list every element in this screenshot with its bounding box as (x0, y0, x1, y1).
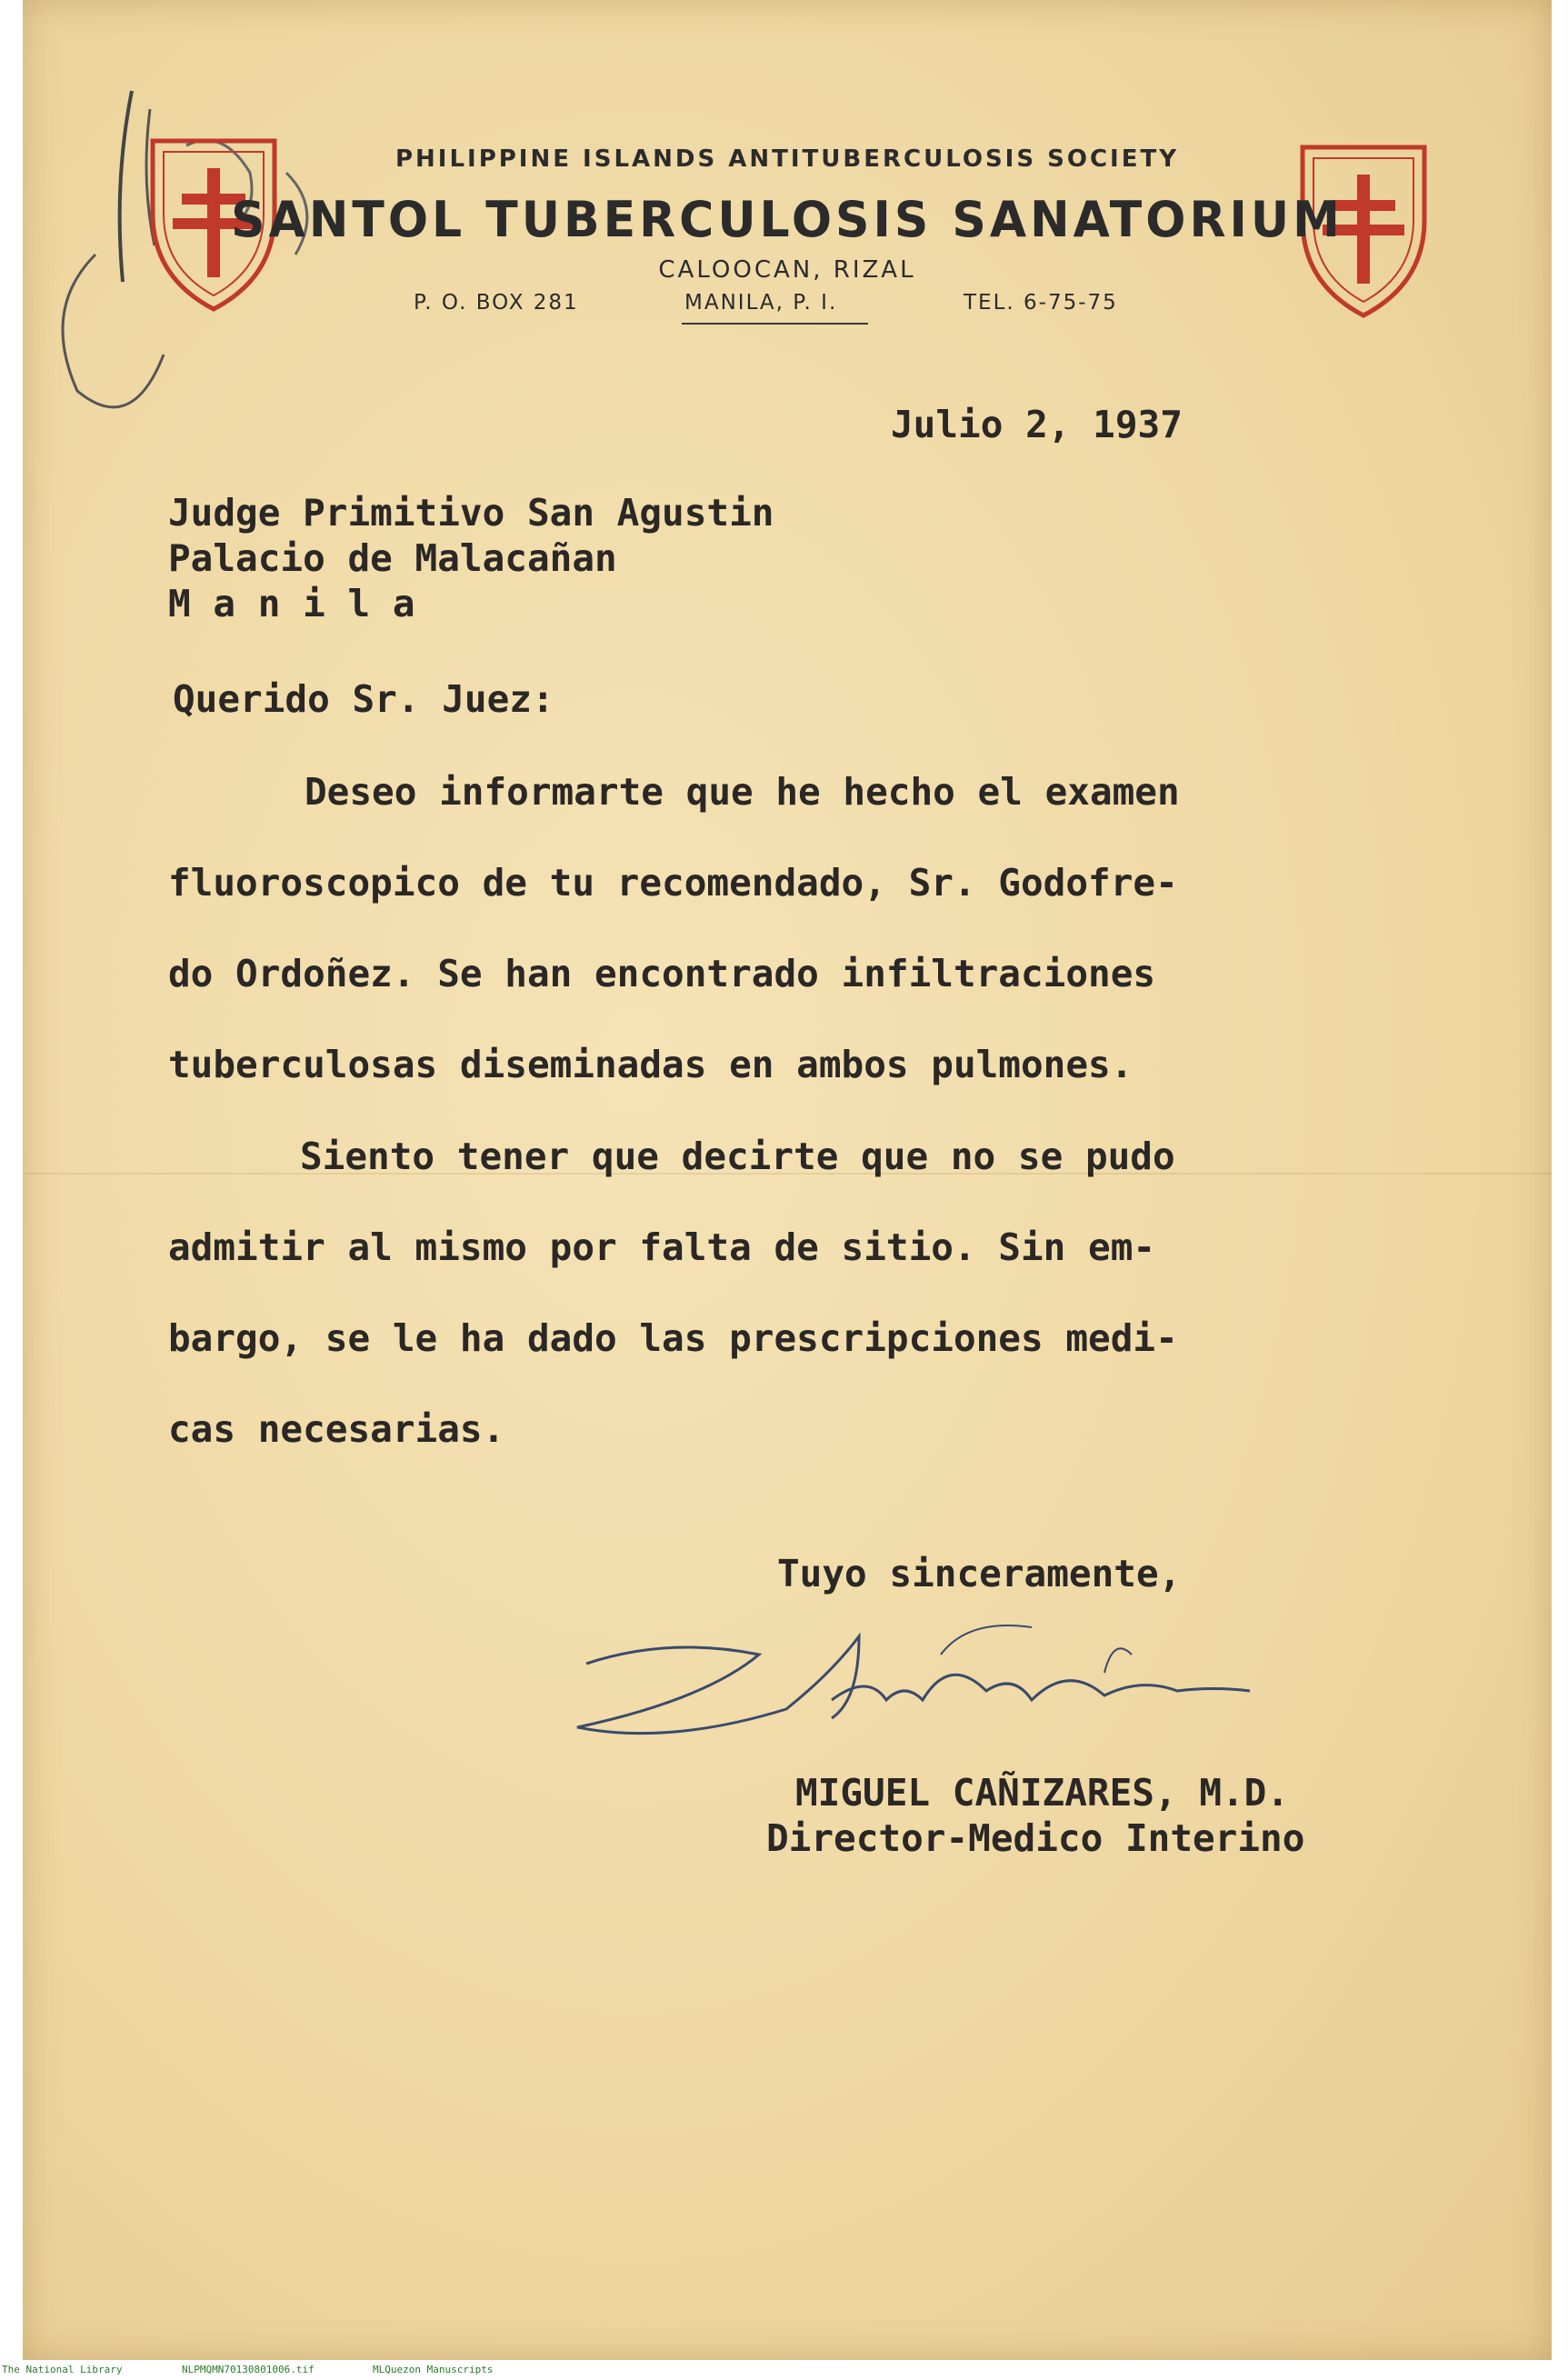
archive-footer (0, 2360, 1568, 2380)
sanatorium-name: SANTOL TUBERCULOSIS SANATORIUM (231, 191, 1343, 249)
letter-page (23, 0, 1552, 2360)
body-line: fluoroscopico de tu recomendado, Sr. Godofre- (168, 861, 1178, 905)
signer-title: Director-Medico Interino (766, 1816, 1305, 1860)
po-box: P. O. BOX 281 (414, 291, 579, 315)
sanatorium-location: CALOOCAN, RIZAL (658, 256, 916, 284)
footer-library: The National Library (2, 2364, 123, 2375)
footer-filename: NLPMQMN70130801006.tif (182, 2364, 315, 2375)
body-line: do Ordoñez. Se han encontrado infiltraciones (168, 952, 1156, 995)
address-underline (682, 323, 868, 325)
footer-collection: MLQuezon Manuscripts (373, 2364, 494, 2375)
salutation: Querido Sr. Juez: (173, 677, 554, 721)
body-line: cas necesarias. (168, 1407, 505, 1451)
handwritten-signature (559, 1600, 1359, 1755)
telephone: TEL. 6-75-75 (964, 291, 1118, 315)
closing: Tuyo sinceramente, (777, 1552, 1182, 1595)
society-name: PHILIPPINE ISLANDS ANTITUBERCULOSIS SOCIETY (394, 145, 1180, 173)
signer-name: MIGUEL CAÑIZARES, M.D. (795, 1771, 1290, 1815)
body-line: bargo, se le ha dado las prescripciones medi- (168, 1316, 1178, 1360)
recipient-line: Judge Primitivo San Agustin (168, 491, 774, 535)
body-line: admitir al mismo por falta de sitio. Sin em- (168, 1225, 1156, 1269)
body-line: tuberculosas diseminadas en ambos pulmones. (168, 1043, 1134, 1086)
manila-address: MANILA, P. I. (684, 291, 838, 315)
body-line: Siento tener que decirte que no se pudo (300, 1135, 1175, 1178)
recipient-line: M a n i l a (168, 582, 415, 625)
letter-date: Julio 2, 1937 (891, 403, 1183, 446)
recipient-line: Palacio de Malacañan (168, 536, 617, 580)
body-line: Deseo informarte que he hecho el examen (305, 770, 1180, 814)
